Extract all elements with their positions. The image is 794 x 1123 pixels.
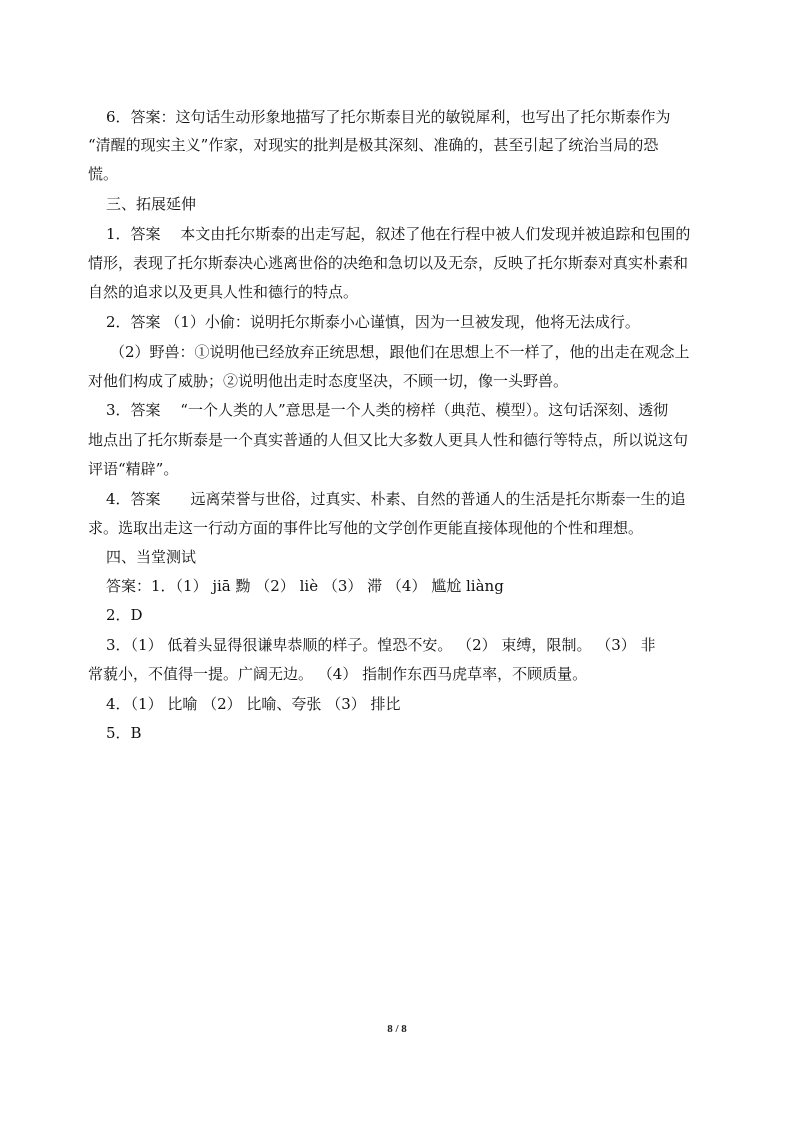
extension-answer-1-line-2: 情形，表现了托尔斯泰决心逃离世俗的决绝和急切以及无奈，反映了托尔斯泰对真实朴素和 [88, 254, 689, 272]
section-heading-extension: 三、拓展延伸 [106, 195, 197, 213]
extension-answer-3-line-1: 3．答案 “一个人类的人”意思是一个人类的榜样（典范、模型）。这句话深刻、透彻 [106, 401, 669, 419]
test-answer-3-line-2: 常藐小，不值得一提。广阔无边。 （4） 指制作东西马虎草率，不顾质量。 [88, 665, 588, 683]
test-answer-5: 5．B [106, 724, 142, 742]
extension-answer-3-line-3: 评语“精辟”。 [88, 460, 179, 478]
extension-answer-2-line-2: （2）野兽：①说明他已经放弃正统思想，跟他们在思想上不一样了，他的出走在观念上 [110, 343, 690, 361]
extension-answer-1-line-3: 自然的追求以及更具人性和德行的特点。 [88, 283, 359, 301]
extension-answer-1-line-1: 1．答案 本文由托尔斯泰的出走写起，叙述了他在行程中被人们发现并被追踪和包围的 [106, 225, 691, 243]
answer-6-line-2: “清醒的现实主义”作家，对现实的批判是极其深刻、准确的，甚至引起了统治当局的恐 [88, 136, 659, 154]
answer-6-line-3: 慌。 [88, 165, 119, 183]
test-answer-2: 2．D [106, 606, 143, 624]
page-number: 8 / 8 [387, 1023, 407, 1035]
extension-answer-2-line-1: 2．答案 （1）小偷：说明托尔斯泰小心谨慎，因为一旦被发现，他将无法成行。 [106, 313, 640, 331]
extension-answer-3-line-2: 地点出了托尔斯泰是一个真实普通的人但又比大多数人更具人性和德行等特点，所以说这句 [88, 431, 689, 449]
test-answer-3-line-1: 3．（1） 低着头显得很谦卑恭顺的样子。惶恐不安。 （2） 束缚，限制。 （3） 非 [106, 636, 656, 654]
extension-answer-4-line-2: 求。选取出走这一行动方面的事件比写他的文学创作更能直接体现他的个性和理想。 [88, 519, 644, 537]
extension-answer-4-line-1: 4．答案 远离荣誉与世俗，过真实、朴素、自然的普通人的生活是托尔斯泰一生的追 [106, 490, 686, 508]
section-heading-class-test: 四、当堂测试 [106, 548, 197, 566]
test-answer-4: 4．（1） 比喻 （2） 比喻、夸张 （3） 排比 [106, 695, 401, 713]
extension-answer-2-line-3: 对他们构成了威胁；②说明他出走时态度坚决，不顾一切，像一头野兽。 [88, 372, 569, 390]
answer-6-line-1: 6．答案：这句话生动形象地描写了托尔斯泰目光的敏锐犀利，也写出了托尔斯泰作为 [106, 108, 671, 126]
test-answer-1: 答案：1．（1） jiā 黝 （2） liè （3） 滞 （4） 尴尬 liàng [106, 577, 504, 595]
